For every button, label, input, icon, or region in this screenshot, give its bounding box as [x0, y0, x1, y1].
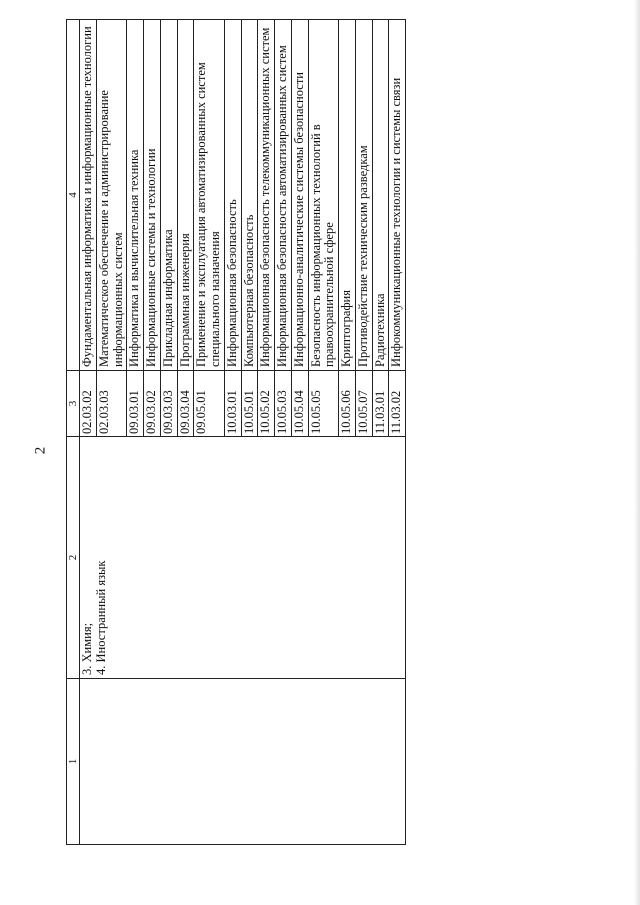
specialty-code: 11.03.02: [389, 371, 406, 437]
table-wrapper: [66, 20, 517, 845]
specialty-code: 02.03.02: [80, 371, 97, 437]
specialty-code: 10.05.06: [339, 371, 356, 437]
specialty-name: Применение и эксплуатация автоматизированных систем специального назначения: [194, 20, 225, 371]
header-col-4: 4: [67, 20, 80, 371]
specialties-table: [66, 19, 406, 845]
specialty-code: 10.05.03: [275, 371, 292, 437]
subject-item: 4. Иностранный язык: [93, 560, 108, 675]
empty-number-cell: [80, 679, 406, 845]
scan-edge-shadow: [634, 0, 640, 905]
table-row: [80, 20, 97, 845]
specialty-code: 09.03.03: [160, 371, 177, 437]
specialty-code: 10.05.07: [355, 371, 372, 437]
specialty-name: Информационная безопасность телекоммуникационных систем: [258, 20, 275, 371]
rotated-table-container: [66, 20, 517, 845]
specialty-name: Математическое обеспечение и администрирование информационных систем: [96, 20, 127, 371]
specialty-name: Информационные системы и технологии: [144, 20, 161, 371]
specialty-name: Информатика и вычислительная техника: [127, 20, 144, 371]
specialty-name: Фундаментальная информатика и информационные технологии: [80, 20, 97, 371]
header-col-2: 2: [67, 437, 80, 679]
subjects-cell: [80, 437, 406, 679]
page-number: 2: [32, 446, 49, 455]
specialty-name: Инфокоммуникационные технологии и системы связи: [389, 20, 406, 371]
specialty-code: 09.03.02: [144, 371, 161, 437]
header-col-1: 1: [67, 679, 80, 845]
table-header-row: [67, 20, 80, 845]
table-body: [67, 20, 406, 845]
specialty-code: 09.05.01: [194, 371, 225, 437]
specialty-code: 10.05.05: [308, 371, 339, 437]
header-col-3: 3: [67, 371, 80, 437]
specialty-code: 09.03.04: [177, 371, 194, 437]
specialty-code: 10.05.02: [258, 371, 275, 437]
specialty-name: Противодействие техническим разведкам: [355, 20, 372, 371]
specialty-code: 10.05.01: [241, 371, 258, 437]
specialty-code: 02.03.03: [96, 371, 127, 437]
specialty-name: Прикладная информатика: [160, 20, 177, 371]
specialty-code: 09.03.01: [127, 371, 144, 437]
specialty-name: Компьютерная безопасность: [241, 20, 258, 371]
specialty-name: Информационная безопасность: [224, 20, 241, 371]
specialty-name: Информационно-аналитические системы безопасности: [291, 20, 308, 371]
specialty-name: Информационная безопасность автоматизированных систем: [275, 20, 292, 371]
specialty-code: 11.03.01: [372, 371, 389, 437]
specialty-name: Криптография: [339, 20, 356, 371]
specialty-name: Безопасность информационных технологий в правоохранительной сфере: [308, 20, 339, 371]
specialty-name: Программная инженерия: [177, 20, 194, 371]
specialty-code: 10.05.04: [291, 371, 308, 437]
subject-item: 3. Химия;: [80, 622, 95, 675]
specialty-name: Радиотехника: [372, 20, 389, 371]
specialty-code: 10.03.01: [224, 371, 241, 437]
